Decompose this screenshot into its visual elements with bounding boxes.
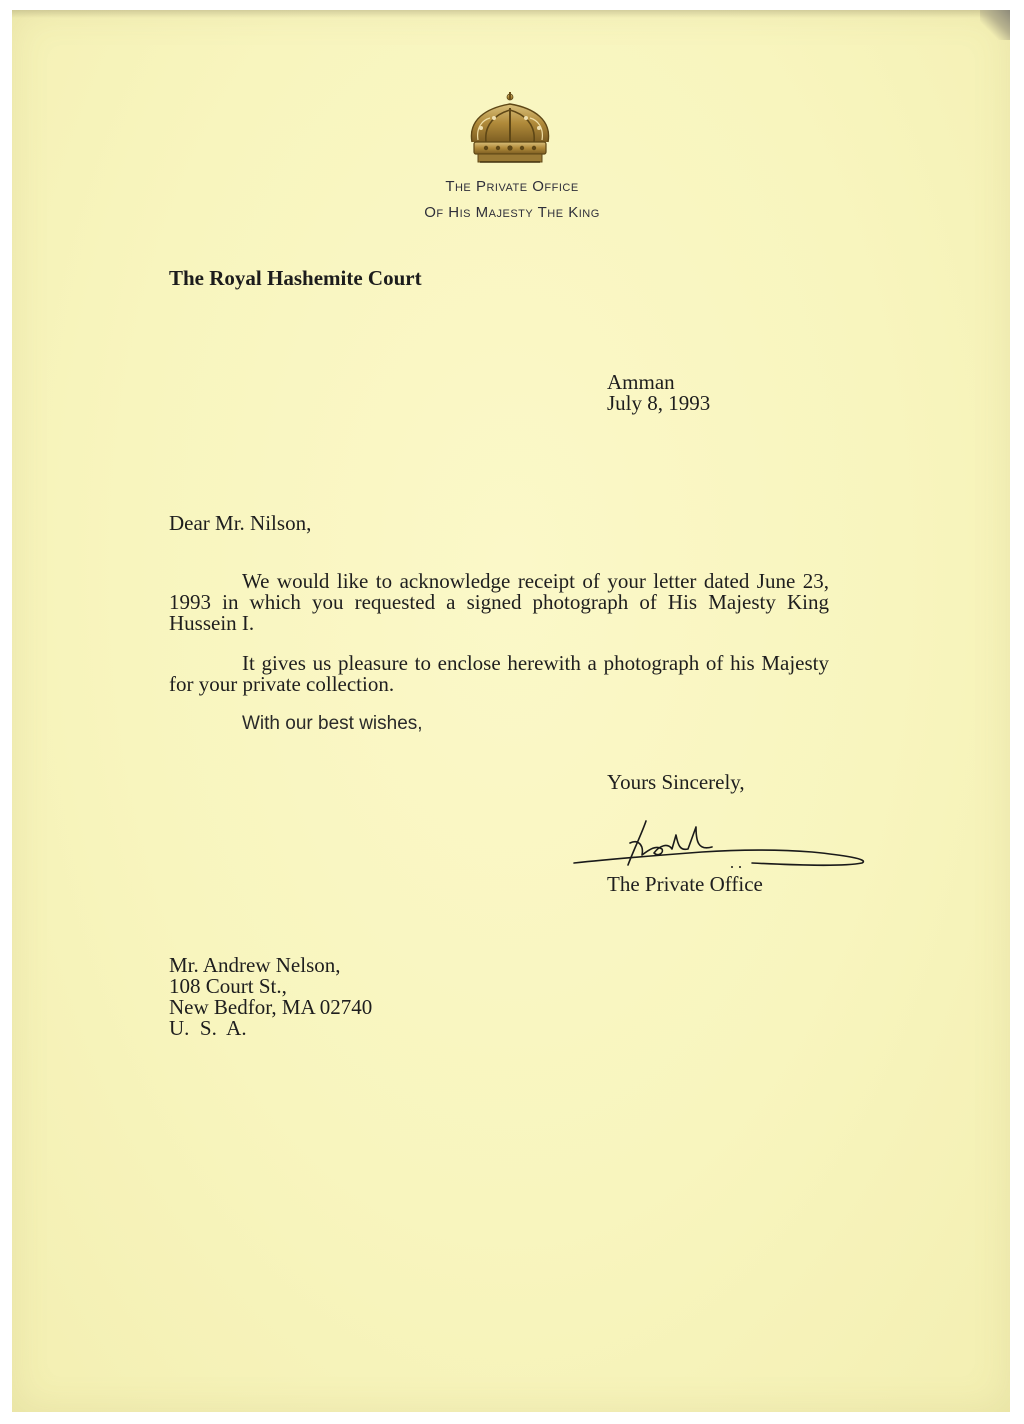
crown-icon — [464, 90, 556, 170]
body-paragraph-2: It gives us pleasure to enclose herewith a photograph of his Majesty for your private collection. — [169, 651, 829, 696]
recipient-address — [169, 955, 372, 1039]
organization-title: The Royal Hashemite Court — [169, 266, 422, 290]
letter-place: Amman — [607, 370, 675, 394]
folded-corner — [980, 10, 1010, 40]
letter-date: July 8, 1993 — [607, 391, 711, 415]
letterhead-line-1: The Private Office — [445, 178, 579, 195]
salutation: Dear Mr. Nilson, — [169, 511, 312, 535]
address-name: Mr. Andrew Nelson, — [169, 953, 341, 977]
signer-name: The Private Office — [607, 872, 763, 896]
letterhead-line-2: Of His Majesty The King — [424, 204, 600, 221]
body-paragraph-1: We would like to acknowledge receipt of your letter dated June 23, 1993 in which you requested a signed photograph of His Majesty King Hussein I. — [169, 569, 829, 635]
closing: Yours Sincerely, — [607, 770, 745, 794]
letter-page — [12, 10, 1010, 1412]
address-city: New Bedfor, MA 02740 — [169, 995, 373, 1019]
page-shadow — [12, 10, 1010, 18]
address-street: 108 Court St., — [169, 974, 287, 998]
signature-mark — [572, 805, 872, 875]
address-country: U. S. A. — [169, 1016, 247, 1040]
best-wishes: With our best wishes, — [242, 713, 423, 734]
